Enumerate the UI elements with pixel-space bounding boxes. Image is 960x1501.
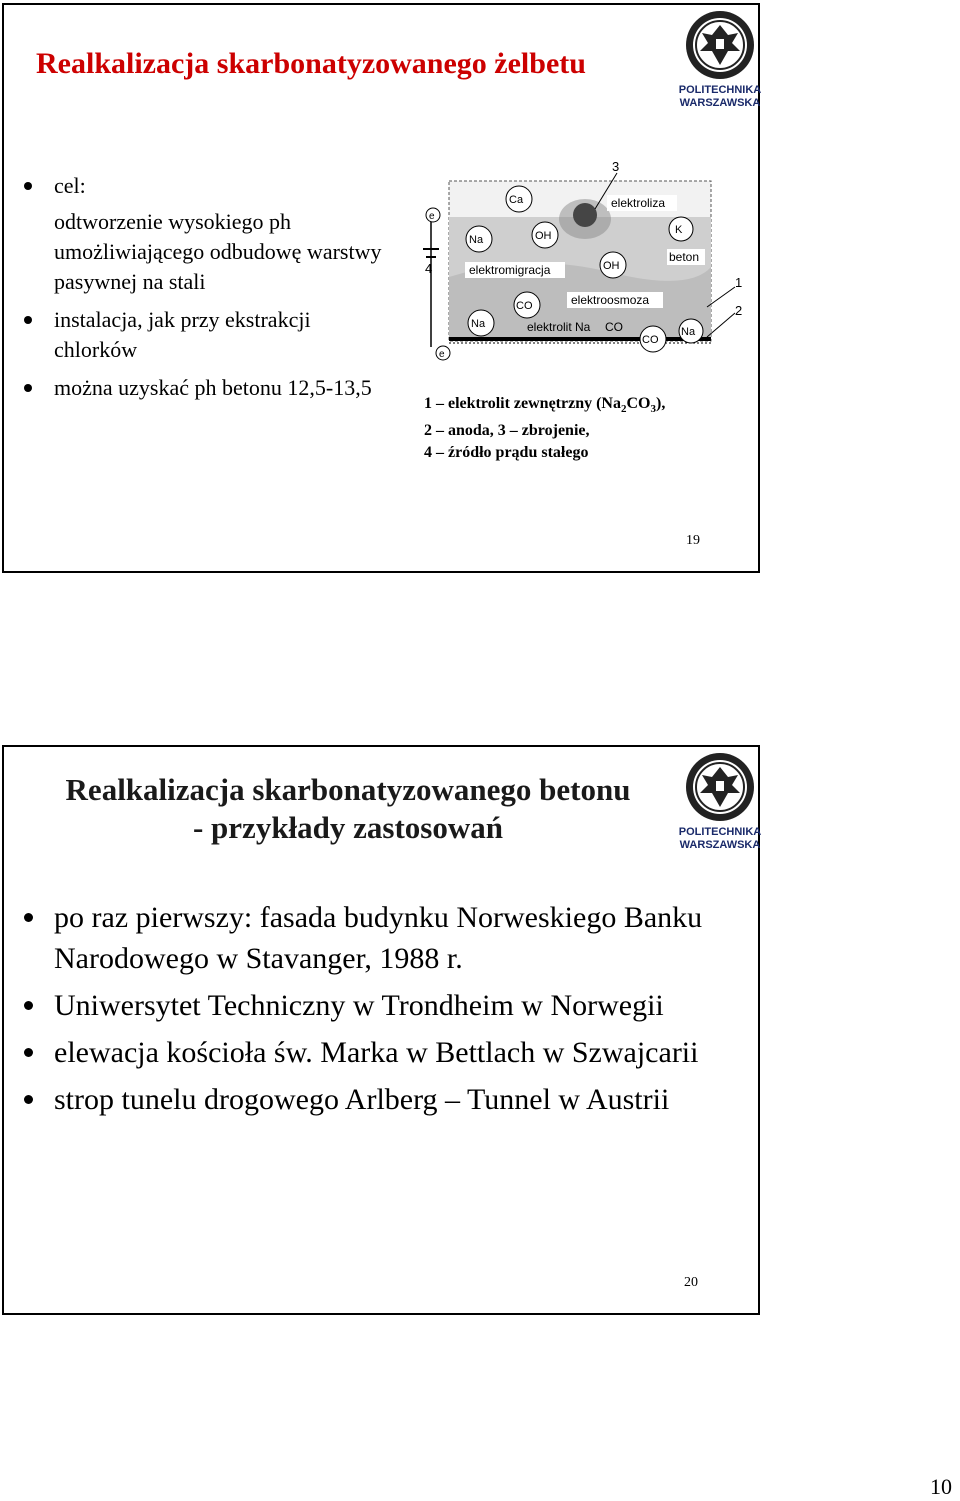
logo-text-2: WARSZAWSKA — [679, 839, 761, 851]
ion-co3: CO — [516, 300, 533, 312]
label-elektromigracja: elektromigracja — [469, 263, 551, 277]
bullet-list — [24, 171, 384, 411]
electron-label: e — [429, 211, 435, 222]
diagram-number-1: 1 — [735, 275, 743, 290]
ion-oh: OH — [603, 260, 620, 272]
ion-na: Na — [469, 234, 484, 246]
logo-text-1: POLITECHNIKA — [678, 826, 762, 838]
slide-title: Realkalizacja skarbonatyzowanego żelbetu — [36, 47, 586, 80]
label-elektrolit: elektrolit Na — [527, 320, 591, 334]
caption-line-3: 4 – źródło prądu stałego — [424, 444, 589, 462]
bullet-text: po raz pierwszy: fasada budynku Norweskiego Banku Narodowego w Stavanger, 1988 r. — [54, 901, 703, 975]
bullet-text: elewacja kościoła św. Marka w Bettlach w Szwajcarii — [54, 1036, 699, 1069]
logo-text-2: WARSZAWSKA — [679, 97, 761, 109]
diagram-number-2: 2 — [735, 303, 743, 318]
bullet-icon — [24, 316, 32, 324]
bullet-icon — [24, 1095, 33, 1104]
ion-co3: CO — [642, 334, 659, 346]
bullet-label: instalacja, jak przy ekstrakcji chlorków — [54, 307, 311, 362]
ion-k: K — [675, 224, 683, 236]
diagram-caption — [424, 393, 754, 464]
bullet-icon — [24, 384, 32, 392]
list-item — [24, 171, 384, 297]
label-elektroosmoza: elektroosmoza — [571, 293, 650, 307]
caption-line-2: 2 – anoda, 3 – zbrojenie, — [424, 422, 590, 440]
university-logo — [678, 751, 762, 851]
bullet-text: strop tunelu drogowego Arlberg – Tunnel w Austrii — [54, 1083, 670, 1116]
ion-na: Na — [681, 326, 696, 338]
ion-ca: Ca — [509, 194, 524, 206]
slide-20 — [2, 745, 760, 1315]
diagram-number-4: 4 — [425, 261, 433, 276]
caption-line-1: 1 – elektrolit zewnętrzny $(Na_2CO_3)$, — [424, 395, 666, 416]
logo-text-1: POLITECHNIKA — [678, 84, 762, 96]
ion-oh: OH — [535, 230, 552, 242]
bullet-icon — [24, 182, 32, 190]
university-logo — [678, 9, 762, 109]
list-item — [24, 897, 714, 979]
slide-title — [38, 771, 658, 847]
list-item — [24, 373, 384, 403]
slide-number: 20 — [684, 1275, 698, 1290]
label-beton: beton — [669, 250, 700, 264]
page-number: 10 — [930, 1474, 952, 1499]
list-item — [24, 985, 714, 1026]
list-item — [24, 305, 384, 365]
bullet-label: cel: — [54, 173, 86, 198]
bullet-icon — [24, 913, 33, 922]
slide-title-line-2: - przykłady zastosowań — [192, 810, 503, 845]
bullet-icon — [24, 1001, 33, 1010]
ion-na: Na — [471, 318, 486, 330]
diagram-number-3: 3 — [612, 159, 620, 174]
label-elektrolit-co: CO — [605, 320, 623, 334]
bullet-label: można uzyskać ph betonu 12,5-13,5 — [54, 375, 372, 400]
list-item — [24, 1032, 714, 1073]
realkalization-diagram — [409, 157, 749, 367]
slide-number: 19 — [686, 533, 700, 548]
label-elektroliza: elektroliza — [611, 196, 666, 210]
bullet-sub-text: odtworzenie wysokiego ph umożliwiającego odbudowę warstwy pasywnej na stali — [54, 209, 382, 294]
slide-title-line-1: Realkalizacja skarbonatyzowanego betonu — [65, 772, 631, 807]
list-item — [24, 1079, 714, 1120]
bullet-text: Uniwersytet Techniczny w Trondheim w Norwegii — [54, 989, 664, 1022]
bullet-icon — [24, 1048, 33, 1057]
slide-19 — [2, 3, 760, 573]
electron-label: e — [439, 349, 445, 360]
bullet-list — [24, 897, 714, 1126]
